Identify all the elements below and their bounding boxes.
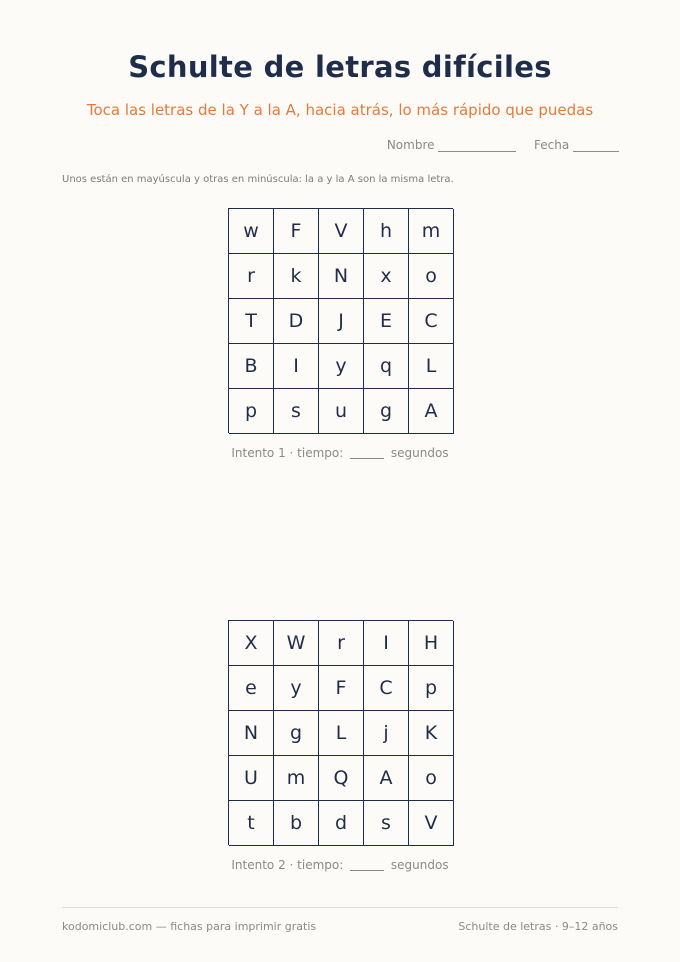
schulte-grid-2 — [228, 620, 453, 845]
grid-cell[interactable]: F — [274, 209, 319, 254]
footer-divider — [62, 907, 618, 908]
grid-cell[interactable]: y — [319, 344, 364, 389]
grid-cell[interactable]: U — [229, 756, 274, 801]
name-date-fields — [387, 138, 619, 152]
grid-cell[interactable]: u — [319, 389, 364, 434]
grid-cell[interactable]: Q — [319, 756, 364, 801]
grid-cell[interactable]: N — [319, 254, 364, 299]
attempt-2-line — [0, 858, 680, 872]
instruction-text: Unos están en mayúscula y otras en minúscula: la a y la A son la misma letra. — [62, 174, 454, 185]
grid-cell[interactable]: V — [319, 209, 364, 254]
attempt-1-time-field[interactable] — [350, 458, 384, 459]
date-field[interactable] — [573, 151, 619, 152]
grid-cell[interactable]: C — [364, 666, 409, 711]
grid-cell[interactable]: m — [274, 756, 319, 801]
grid-cell[interactable]: A — [364, 756, 409, 801]
grid-cell[interactable]: B — [229, 344, 274, 389]
attempt-1-line — [0, 446, 680, 460]
footer-worksheet-info: Schulte de letras · 9–12 años — [458, 920, 618, 933]
attempt-1-unit: segundos — [390, 446, 449, 460]
grid-cell[interactable]: g — [364, 389, 409, 434]
grid-cell[interactable]: X — [229, 621, 274, 666]
grid-cell[interactable]: k — [274, 254, 319, 299]
grid-cell[interactable]: e — [229, 666, 274, 711]
grid-cell[interactable]: w — [229, 209, 274, 254]
name-label: Nombre — [386, 138, 435, 152]
grid-cell[interactable]: j — [364, 711, 409, 756]
page-subtitle: Toca las letras de la Y a la A, hacia atrás, lo más rápido que puedas — [86, 101, 594, 119]
grid-cell[interactable]: L — [319, 711, 364, 756]
date-label: Fecha — [533, 138, 570, 152]
grid-cell[interactable]: W — [274, 621, 319, 666]
footer-site: kodomiclub.com — fichas para imprimir gratis — [62, 920, 317, 933]
grid-cell[interactable]: H — [409, 621, 454, 666]
grid-cell[interactable]: d — [319, 801, 364, 846]
grid-cell[interactable]: r — [229, 254, 274, 299]
grid-cell[interactable]: m — [409, 209, 454, 254]
grid-cell[interactable]: N — [229, 711, 274, 756]
attempt-2-unit: segundos — [390, 858, 449, 872]
name-field[interactable] — [438, 151, 516, 152]
grid-cell[interactable]: h — [364, 209, 409, 254]
page-title: Schulte de letras difíciles — [128, 50, 552, 84]
attempt-2-time-field[interactable] — [350, 870, 384, 871]
schulte-grid-1 — [228, 208, 453, 433]
grid-cell[interactable]: I — [364, 621, 409, 666]
grid-cell[interactable]: T — [229, 299, 274, 344]
grid-cell[interactable]: b — [274, 801, 319, 846]
grid-cell[interactable]: q — [364, 344, 409, 389]
grid-cell[interactable]: p — [409, 666, 454, 711]
grid-cell[interactable]: r — [319, 621, 364, 666]
grid-cell[interactable]: F — [319, 666, 364, 711]
grid-cell[interactable]: C — [409, 299, 454, 344]
grid-cell[interactable]: g — [274, 711, 319, 756]
grid-cell[interactable]: D — [274, 299, 319, 344]
attempt-2-label: Intento 2 · tiempo: — [231, 858, 344, 872]
grid-cell[interactable]: y — [274, 666, 319, 711]
grid-cell[interactable]: x — [364, 254, 409, 299]
grid-cell[interactable]: J — [319, 299, 364, 344]
grid-cell[interactable]: t — [229, 801, 274, 846]
grid-cell[interactable]: I — [274, 344, 319, 389]
grid-cell[interactable]: s — [364, 801, 409, 846]
grid-cell[interactable]: o — [409, 756, 454, 801]
grid-cell[interactable]: A — [409, 389, 454, 434]
grid-cell[interactable]: V — [409, 801, 454, 846]
grid-cell[interactable]: L — [409, 344, 454, 389]
attempt-1-label: Intento 1 · tiempo: — [231, 446, 344, 460]
grid-cell[interactable]: E — [364, 299, 409, 344]
grid-cell[interactable]: o — [409, 254, 454, 299]
grid-cell[interactable]: s — [274, 389, 319, 434]
grid-cell[interactable]: K — [409, 711, 454, 756]
grid-cell[interactable]: p — [229, 389, 274, 434]
